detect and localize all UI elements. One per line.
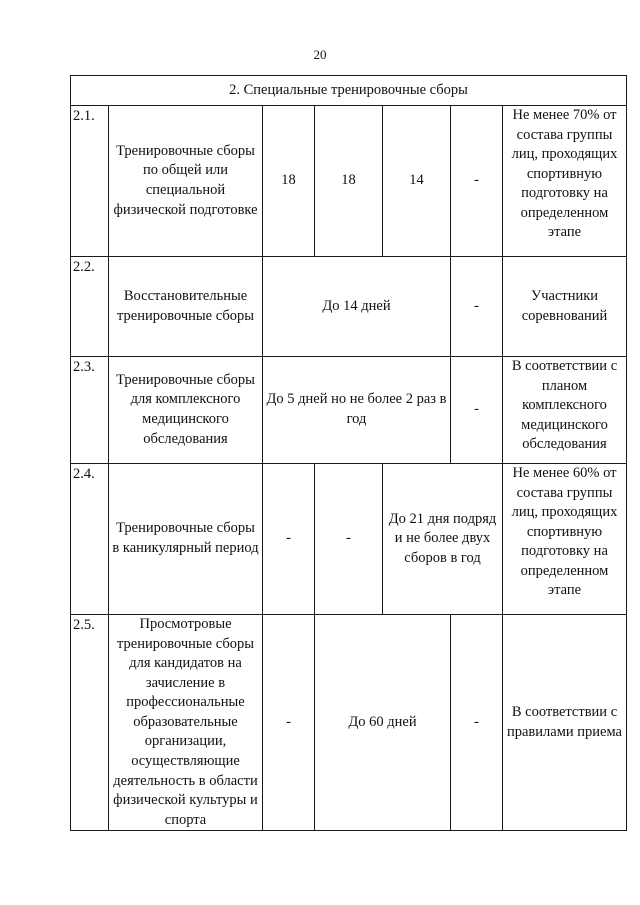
- participants-note: Участники соревнований: [503, 257, 627, 357]
- days-value: 18: [315, 106, 383, 257]
- days-value: 18: [263, 106, 315, 257]
- participants-note: В соответствии с правилами приема: [503, 615, 627, 831]
- table-row: [71, 257, 627, 357]
- camp-name: Просмотровые тренировочные сборы для кандидатов на зачисление в профессиональные образовательные организации, осуществляющие деятельность в области физической культуры и спорта: [109, 615, 263, 831]
- row-number: 2.1.: [71, 106, 109, 257]
- days-value: -: [263, 464, 315, 615]
- training-camps-table: [70, 75, 627, 831]
- days-value: -: [451, 357, 503, 464]
- table-row: [71, 615, 627, 831]
- camp-name: Тренировочные сборы в каникулярный период: [109, 464, 263, 615]
- days-value: До 5 дней но не более 2 раз в год: [263, 357, 451, 464]
- days-value: До 14 дней: [263, 257, 451, 357]
- section-title: 2. Специальные тренировочные сборы: [71, 76, 627, 106]
- table-row: [71, 106, 627, 257]
- camp-name: Восстановительные тренировочные сборы: [109, 257, 263, 357]
- page-number: 20: [313, 47, 327, 62]
- days-value: До 21 дня подряд и не более двух сборов в год: [383, 464, 503, 615]
- days-value: 14: [383, 106, 451, 257]
- camp-name: Тренировочные сборы по общей или специальной физической подготовке: [109, 106, 263, 257]
- days-value: -: [451, 615, 503, 831]
- days-value: -: [315, 464, 383, 615]
- days-value: До 60 дней: [315, 615, 451, 831]
- participants-note: Не менее 60% от состава группы лиц, проходящих спортивную подготовку на определенном этапе: [503, 464, 627, 615]
- days-value: -: [451, 257, 503, 357]
- table-row: [71, 357, 627, 464]
- section-header-row: [71, 76, 627, 106]
- camp-name: Тренировочные сборы для комплексного медицинского обследования: [109, 357, 263, 464]
- table-row: [71, 464, 627, 615]
- row-number: 2.3.: [71, 357, 109, 464]
- row-number: 2.5.: [71, 615, 109, 831]
- participants-note: Не менее 70% от состава группы лиц, проходящих спортивную подготовку на определенном этапе: [503, 106, 627, 257]
- row-number: 2.4.: [71, 464, 109, 615]
- days-value: -: [451, 106, 503, 257]
- row-number: 2.2.: [71, 257, 109, 357]
- participants-note: В соответствии с планом комплексного медицинского обследования: [503, 357, 627, 464]
- days-value: -: [263, 615, 315, 831]
